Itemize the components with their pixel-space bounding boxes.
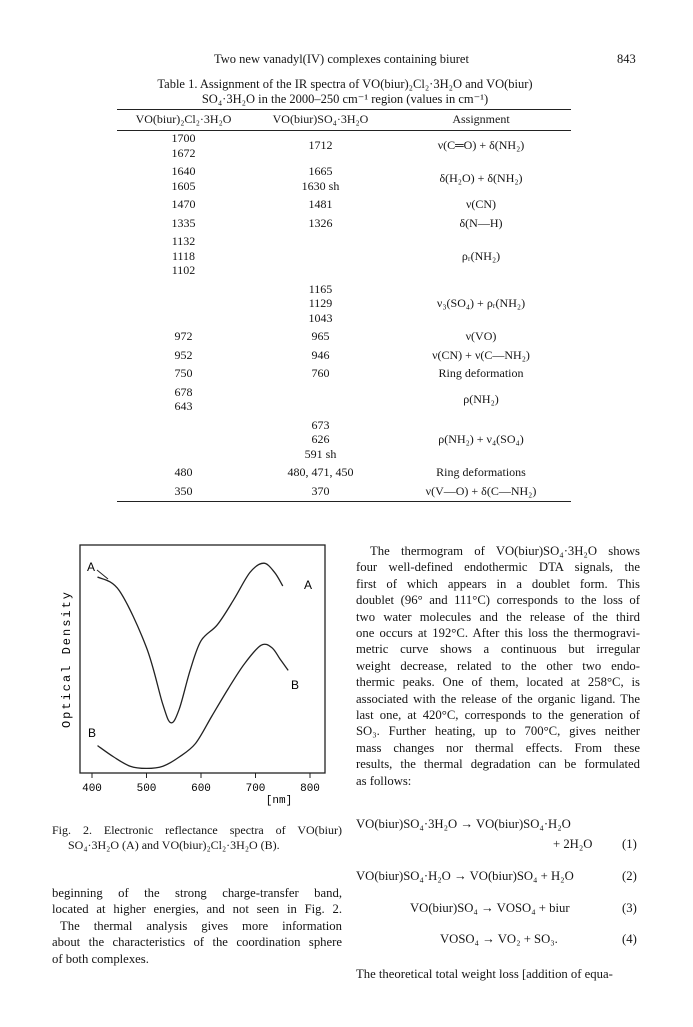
cell-value: 1118 bbox=[171, 248, 196, 263]
cell-value: 760 bbox=[311, 366, 330, 380]
equation-1-number: (1) bbox=[622, 837, 637, 851]
text-line: as follows: bbox=[356, 773, 412, 788]
cell-value bbox=[250, 249, 391, 264]
cell-value: 480, 471, 450 bbox=[287, 465, 354, 479]
cell-assignment: ν(C═O) + δ(NH₂) bbox=[437, 138, 525, 153]
cell-value: 946 bbox=[311, 347, 330, 362]
cell-assignment: ρᵣ(NH₂) bbox=[461, 248, 501, 263]
curve-label-a-left: A bbox=[87, 560, 96, 574]
text-line: last one, at 420°C, corresponds to the generation of bbox=[356, 708, 640, 723]
cell-value: 1129 bbox=[308, 296, 333, 310]
table-row bbox=[117, 278, 571, 326]
text-line: weight decrease, related to the other two endo- bbox=[356, 658, 640, 673]
cell-assignment: δ(H₂O) + δ(NH₂) bbox=[439, 171, 523, 186]
cell-dichloride bbox=[117, 414, 250, 462]
reflectance-spectra-figure bbox=[52, 537, 352, 817]
x-tick-label: 400 bbox=[82, 783, 102, 795]
cell-value: 1165 bbox=[308, 281, 333, 296]
equation-1-line-2: + 2H₂O bbox=[553, 837, 593, 851]
cell-dichloride bbox=[117, 325, 250, 344]
cell-sulfate bbox=[250, 344, 391, 363]
equation-1-line-1: VO(biur)SO₄·3H₂O → VO(biur)SO₄·H₂O bbox=[356, 817, 571, 831]
table-body bbox=[117, 131, 571, 502]
cell-sulfate bbox=[250, 480, 391, 502]
cell-value: 952 bbox=[174, 347, 193, 362]
table-row bbox=[117, 381, 571, 414]
text-line: beginning of the strong charge-transfer band, bbox=[52, 886, 342, 900]
cell-dichloride bbox=[117, 381, 250, 414]
text-line: about the characteristics of the coordination sphere bbox=[52, 935, 342, 950]
cell-value: 1700 bbox=[171, 131, 196, 145]
x-axis-ticks bbox=[82, 773, 320, 795]
text-line: four well-defined endothermic DTA signals, the bbox=[356, 560, 640, 575]
table-caption-line-2: SO₄·3H₂O in the 2000–250 cm⁻¹ region (values in cm⁻¹) bbox=[201, 92, 489, 106]
cell-value bbox=[250, 392, 391, 407]
curve-a bbox=[98, 563, 283, 723]
cell-assignment: δ(N—H) bbox=[459, 215, 503, 230]
table-row bbox=[117, 230, 571, 278]
column-header: Assignment bbox=[391, 110, 571, 131]
cell-value bbox=[117, 432, 250, 447]
cell-sulfate bbox=[250, 461, 391, 480]
cell-assignment: Ring deformations bbox=[436, 465, 526, 479]
x-tick-label: 700 bbox=[245, 783, 266, 795]
cell-value: 1326 bbox=[308, 215, 333, 230]
table-caption-line-1: Table 1. Assignment of the IR spectra of VO(biur)₂Cl₂·3H₂O and VO(biur) bbox=[157, 77, 533, 91]
cell-value: 1102 bbox=[171, 263, 196, 277]
left-column-text bbox=[52, 885, 342, 967]
text-line: SO₃. Further heating, up to 700°C, gives neither bbox=[356, 724, 640, 739]
cell-assignment: ν(CN) + ν(C—NH₂) bbox=[432, 347, 530, 362]
plot-frame bbox=[80, 545, 325, 773]
cell-assignment: ν₃(SO₄) + ρᵣ(NH₂) bbox=[436, 296, 526, 310]
table-row bbox=[117, 193, 571, 212]
cell-dichloride bbox=[117, 212, 250, 231]
cell-value: 965 bbox=[311, 329, 330, 343]
cell-value: 1470 bbox=[171, 197, 196, 211]
table-caption bbox=[100, 77, 590, 107]
text-line: results, the thermal degradation can be formulated bbox=[356, 757, 640, 772]
table-row bbox=[117, 362, 571, 381]
cell-sulfate bbox=[250, 131, 391, 161]
cell-sulfate bbox=[250, 278, 391, 326]
cell-sulfate bbox=[250, 325, 391, 344]
cell-dichloride bbox=[117, 230, 250, 278]
curve-label-b-right: B bbox=[291, 678, 300, 692]
figure-caption-line-2: SO₄·3H₂O (A) and VO(biur)₂Cl₂·3H₂O (B). bbox=[68, 837, 280, 852]
table-row bbox=[117, 414, 571, 462]
table-row bbox=[117, 131, 571, 161]
cell-sulfate bbox=[250, 193, 391, 212]
figure-caption-line-1: Fig. 2. Electronic reflectance spectra of VO(biur) bbox=[52, 823, 342, 837]
cell-sulfate bbox=[250, 160, 391, 193]
cell-sulfate bbox=[250, 362, 391, 381]
cell-dichloride bbox=[117, 131, 250, 161]
table-row bbox=[117, 461, 571, 480]
cell-value: 1335 bbox=[171, 215, 196, 230]
text-line: associated with the release of the organic ligand. The bbox=[356, 691, 640, 706]
x-axis-unit: [nm] bbox=[265, 795, 293, 807]
x-tick-label: 800 bbox=[300, 783, 320, 795]
equation-4-number: (4) bbox=[622, 932, 637, 946]
cell-dichloride bbox=[117, 362, 250, 381]
cell-value: 1043 bbox=[308, 310, 333, 325]
curve-label-a-right: A bbox=[304, 578, 313, 592]
equation-2: VO(biur)SO₄·H₂O → VO(biur)SO₄ + H₂O bbox=[356, 869, 574, 883]
cell-value: 643 bbox=[174, 399, 193, 413]
cell-value: 626 bbox=[311, 432, 330, 446]
table-row bbox=[117, 344, 571, 363]
cell-assignment: Ring deformation bbox=[438, 366, 524, 380]
cell-value: 350 bbox=[174, 483, 193, 498]
x-tick-label: 500 bbox=[136, 783, 157, 795]
cell-value bbox=[117, 296, 250, 311]
running-title: Two new vanadyl(IV) complexes containing biuret bbox=[214, 52, 469, 66]
text-line: The thermogram of VO(biur)SO₄·3H₂O shows bbox=[370, 544, 640, 558]
cell-dichloride bbox=[117, 461, 250, 480]
column-header: VO(biur)₂Cl₂·3H₂O bbox=[117, 110, 250, 131]
right-column-text bbox=[356, 543, 640, 789]
cell-value: 1630 sh bbox=[301, 178, 340, 193]
table-row bbox=[117, 212, 571, 231]
cell-value: 480 bbox=[174, 465, 193, 479]
cell-sulfate bbox=[250, 414, 391, 462]
cell-assignment: ν(V—O) + δ(C—NH₂) bbox=[391, 480, 571, 502]
page-number: 843 bbox=[617, 52, 636, 66]
cell-value: 1132 bbox=[171, 234, 196, 248]
text-line: thermic peaks. One of them, located at 258°C, is bbox=[356, 675, 640, 690]
cell-value: 1481 bbox=[308, 197, 333, 211]
cell-value: 972 bbox=[174, 329, 193, 343]
text-line: mass changes nor thermal effects. From these bbox=[356, 740, 640, 755]
table-header-row bbox=[117, 110, 571, 131]
table-row bbox=[117, 325, 571, 344]
cell-assignment: ν(VO) bbox=[465, 329, 497, 343]
cell-value: 1672 bbox=[171, 145, 196, 160]
cell-dichloride bbox=[117, 160, 250, 193]
cell-value: 678 bbox=[174, 384, 193, 399]
ir-assignment-table bbox=[117, 109, 571, 502]
cell-dichloride bbox=[117, 344, 250, 363]
cell-sulfate bbox=[250, 212, 391, 231]
cell-value: 1712 bbox=[308, 138, 333, 153]
text-line: metric curve shows a continuous but irregular bbox=[356, 642, 640, 657]
cell-assignment: ρ(NH₂) bbox=[463, 391, 499, 406]
text-line: two water molecules and the release of the third bbox=[356, 609, 640, 624]
cell-value: 750 bbox=[174, 366, 193, 380]
cell-value: 1665 bbox=[308, 164, 333, 178]
cell-assignment: ν(CN) bbox=[465, 197, 497, 211]
table-row bbox=[117, 160, 571, 193]
cell-value: 673 bbox=[311, 417, 330, 432]
equation-4: VOSO₄ → VO₂ + SO₃. bbox=[440, 932, 558, 946]
cell-value: 1640 bbox=[171, 164, 196, 178]
cell-sulfate bbox=[250, 230, 391, 278]
y-axis-label: Optical Density bbox=[60, 589, 74, 729]
curve-label-b-left: B bbox=[88, 726, 97, 740]
x-tick-label: 600 bbox=[191, 783, 211, 795]
cell-value: 370 bbox=[311, 483, 330, 498]
equation-3: VO(biur)SO₄ → VOSO₄ + biur bbox=[410, 901, 570, 915]
text-line: one occurs at 192°C. After this loss the thermogravi- bbox=[356, 626, 640, 641]
equation-2-number: (2) bbox=[622, 869, 637, 883]
footer-text: The theoretical total weight loss [addition of equa- bbox=[356, 967, 613, 981]
cell-value: 1605 bbox=[171, 178, 196, 193]
table-row bbox=[117, 480, 571, 502]
text-line: located at higher energies, and not seen in Fig. 2. bbox=[52, 902, 342, 917]
cell-dichloride bbox=[117, 480, 250, 502]
figure-caption bbox=[52, 823, 342, 852]
text-line: doublet (96° and 111°C) corresponds to the loss of bbox=[356, 593, 640, 608]
equation-3-number: (3) bbox=[622, 901, 637, 915]
text-line: The thermal analysis gives more information bbox=[60, 918, 342, 933]
cell-dichloride bbox=[117, 278, 250, 326]
cell-assignment: ρ(NH₂) + ν₄(SO₄) bbox=[438, 432, 524, 446]
cell-value: 591 sh bbox=[304, 446, 337, 461]
text-line: of both complexes. bbox=[52, 951, 149, 966]
cell-dichloride bbox=[117, 193, 250, 212]
cell-sulfate bbox=[250, 381, 391, 414]
column-header: VO(biur)SO₄·3H₂O bbox=[250, 110, 391, 131]
text-line: first of which appears in a doublet form. This bbox=[356, 576, 640, 591]
